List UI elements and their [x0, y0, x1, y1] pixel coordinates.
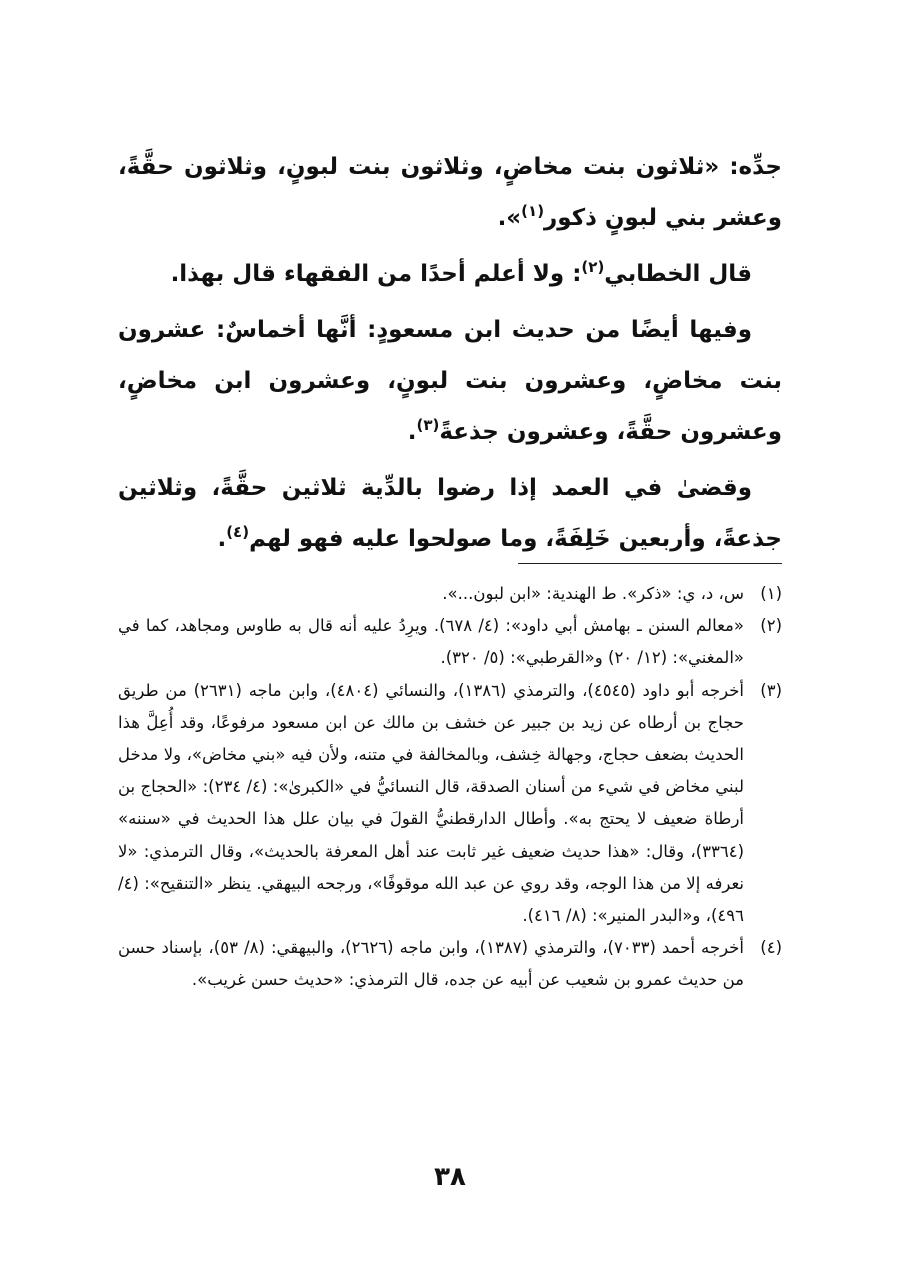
- footnote-separator: [518, 563, 782, 564]
- paragraph-3-text: وفيها أيضًا من حديث ابن مسعودٍ: أنَّها أخماسٌ: عشرون بنت مخاضٍ، وعشرون بنت لبونٍ، وعشرون ابن مخاضٍ، وعشرون حقَّةً، وعشرون جذعةً: [118, 317, 782, 445]
- footnote-ref-1[interactable]: (١): [521, 202, 545, 220]
- footnote-ref-4[interactable]: (٤): [226, 523, 250, 541]
- footnote-ref-2[interactable]: (٢): [581, 258, 605, 276]
- paragraph-2: [118, 249, 782, 300]
- paragraph-4-tail: .: [217, 526, 227, 552]
- page-number: ٣٨: [434, 1162, 466, 1192]
- paragraph-2-text-a: قال الخطابي: [604, 261, 752, 287]
- paragraph-3-tail: .: [407, 419, 417, 445]
- paragraph-3: [118, 305, 782, 458]
- footnote-text: «معالم السنن ـ بهامش أبي داود»: (٤/ ٦٧٨). ويرِدُ عليه أنه قال به طاوس ومجاهد، كما في «المغني»: (١٢/ ٢٠) و«القرطبي»: (٥/ ٣٢٠).: [118, 616, 744, 668]
- footnote-4: [118, 932, 782, 996]
- footnote-text: س، د، ي: «ذكر». ط الهندية: «ابن لبون...».: [442, 584, 744, 603]
- paragraph-1-text: جدِّه: «ثلاثون بنت مخاضٍ، وثلاثون بنت لبونٍ، وثلاثون حقَّةً، وعشر بني لبونٍ ذكور: [118, 154, 782, 231]
- footnote-text: أخرجه أحمد (٧٠٣٣)، والترمذي (١٣٨٧)، وابن ماجه (٢٦٢٦)، والبيهقي: (٨/ ٥٣)، بإسناد حسن من حديث عمرو بن شعيب عن أبيه عن جده، قال الترمذي: «حديث حسن غريب».: [118, 938, 744, 990]
- main-text: [118, 142, 782, 570]
- footnotes: [118, 578, 782, 997]
- paragraph-4-text: وقضىٰ في العمد إذا رضوا بالدِّية ثلاثين حقَّةً، وثلاثين جذعةً، وأربعين خَلِفَةً، وما صولحوا عليه فهو لهم: [118, 475, 782, 552]
- footnote-number: (٢): [760, 616, 782, 636]
- footnote-ref-3[interactable]: (٣): [416, 416, 440, 434]
- footnote-2: [118, 610, 782, 674]
- paragraph-4: [118, 463, 782, 565]
- footnote-3: [118, 675, 782, 933]
- footnote-number: (١): [760, 584, 782, 603]
- paragraph-2-text-b: : ولا أعلم أحدًا من الفقهاء قال بهذا.: [170, 261, 582, 287]
- paragraph-1-tail: ».: [497, 205, 522, 231]
- footnote-number: (٣): [760, 680, 782, 700]
- footnote-number: (٤): [760, 938, 782, 958]
- paragraph-1: [118, 142, 782, 244]
- footnote-text: أخرجه أبو داود (٤٥٤٥)، والترمذي (١٣٨٦)، والنسائي (٤٨٠٤)، وابن ماجه (٢٦٣١) من طريق حجاج بن أرطاه عن زيد بن جبير عن خشف بن مالك عن ابن مسعود مرفوعًا، وقد أُعِلَّ هذا الحديث بضعف حجاج، وجهالة خِشف، وبالمخالفة في متنه، ولأن فيه «بني مخاض»، ولا مدخل لبني مخاض في شيء من أسنان الصدقة، قال النسائيُّ في «الكبرىٰ»: (٤/ ٢٣٤): «الحجاج بن أرطاة ضعيف لا يحتج به». وأطال الدارقطنيُّ القولَ في بيان علل هذا الحديث في «سننه» (٣٣٦٤)، وقال: «هذا حديث ضعيف غير ثابت عند أهل المعرفة بالحديث»، وقال الترمذي: «لا نعرفه إلا من هذا الوجه، وقد روي عن عبد الله موقوفًا»، ورجحه البيهقي. ينظر «التنقيح»: (٤/ ٤٩٦)، و«البدر المنير»: (٨/ ٤١٦).: [118, 680, 745, 926]
- footnote-1: [118, 578, 782, 610]
